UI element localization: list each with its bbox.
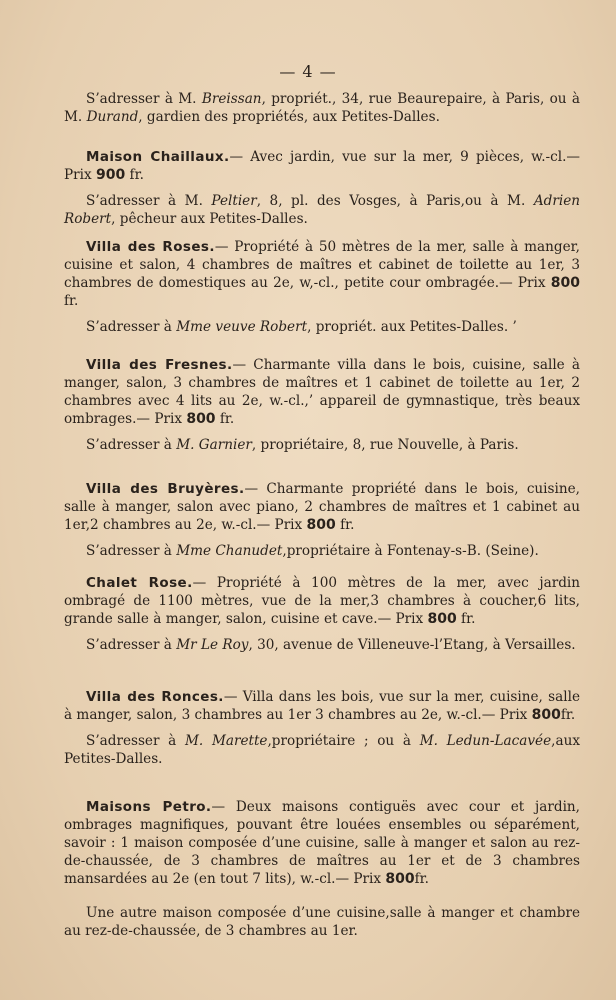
listing-contact: S’adresser à Mr Le Roy, 30, avenue de Villeneuve-l’Etang, à Versailles. [86, 637, 576, 653]
listing-chalet-rose [64, 574, 580, 654]
intro-contact-text: S’adresser à M. Breissan, propriét., 34, rue Beaurepaire, à Paris, ou à M. Durand, gardien des propriétés, aux Petites-Dalles. [64, 91, 580, 125]
page-number: — 4 — [279, 62, 337, 81]
listing-villa-des-ronces [64, 688, 580, 768]
listing-title: Villa des Roses. [86, 239, 215, 255]
listing-title: Chalet Rose. [86, 575, 193, 591]
listing-contact: S’adresser à M. Peltier, 8, pl. des Vosges, à Paris,ou à M. Adrien Robert, pêcheur aux Petites-Dalles. [64, 193, 580, 227]
owner-name: Breissan [201, 91, 262, 107]
listing-price: 800 [186, 411, 216, 427]
listing-description: Villa des Ronces.— Villa dans les bois, vue sur la mer, cuisine, salle à manger, salon, 3 chambres au 1er 3 chambres au 2e, w.-cl.— Prix 800fr. [64, 689, 580, 723]
listing-description: Villa des Fresnes.— Charmante villa dans le bois, cuisine, salle à manger, salon, 3 chambres de maîtres et 1 cabinet de toilette au 1er, 2 chambres avec 4 lits au 2e, w.-cl.,’ appareil de gymnastique, très beaux ombrages.— Prix 800 fr. [64, 357, 580, 427]
owner-name: Durand [86, 109, 139, 125]
listing-price: 900 [95, 167, 126, 183]
listing-villa-des-roses [64, 238, 580, 336]
listing-villa-des-bruyeres [64, 480, 580, 560]
listing-villa-des-fresnes [64, 356, 580, 454]
listing-price: 800 [531, 707, 561, 723]
listing-description: Chalet Rose.— Propriété à 100 mètres de la mer, avec jardin ombragé de 1100 mètres, vue de la mer,3 chambres à coucher,6 lits, grande salle à manger, salon, cuisine et cave.— Prix 800 fr. [64, 575, 581, 627]
listing-extra-description: Une autre maison composée d’une cuisine,salle à manger et chambre au rez-de-chaussée, de 3 chambres au 1er. [64, 905, 580, 939]
listing-title: Villa des Ronces. [86, 689, 224, 705]
listing-price: 800 [385, 871, 415, 887]
listing-description: Villa des Roses.— Propriété à 50 mètres de la mer, salle à manger, cuisine et salon, 4 chambres de maîtres et cabinet de toilette au 1er, 3 chambres de domestiques au 2e, w,-cl., petite cour ombragée.— Prix 800 fr. [64, 239, 580, 309]
listing-contact: S’adresser à Mme veuve Robert, propriét. aux Petites-Dalles. ’ [86, 319, 517, 335]
listing-title: Villa des Bruyères. [86, 481, 245, 497]
listing-description: Maison Chaillaux.— Avec jardin, vue sur la mer, 9 pièces, w.-cl.— Prix 900 fr. [64, 149, 580, 183]
listing-contact: S’adresser à M. Garnier, propriétaire, 8, rue Nouvelle, à Paris. [86, 437, 519, 453]
listing-maison-chaillaux [64, 148, 580, 228]
listing-contact: S’adresser à Mme Chanudet,propriétaire à Fontenay-s-B. (Seine). [86, 543, 539, 559]
listing-title: Maison Chaillaux. [86, 149, 230, 165]
intro-contact [64, 90, 580, 126]
listing-description: Villa des Bruyères.— Charmante propriété dans le bois, cuisine, salle à manger, salon avec piano, 2 chambres de maîtres et 1 cabinet au 1er,2 chambres au 2e, w.-cl.— Prix 800 fr. [64, 481, 580, 533]
listing-price: 800 [427, 611, 457, 627]
listing-title: Villa des Fresnes. [86, 357, 233, 373]
listing-maisons-petro [64, 798, 580, 940]
listing-price: 800 [306, 517, 336, 533]
listing-price: 800 [550, 275, 580, 291]
listing-description: Maisons Petro.— Deux maisons contiguës avec cour et jardin, ombrages magnifiques, pouvant être louées ensembles ou séparément, savoir : 1 maison composée d’une cuisine, salle à manger et salon au rez-de-chaussée, de 3 chambres de maîtres au 1er et de 3 chambres mansardées au 2e (en tout 7 lits), w.-cl.— Prix 800fr. [64, 799, 580, 887]
listing-title: Maisons Petro. [86, 799, 212, 815]
listing-contact: S’adresser à M. Marette,propriétaire ; ou à M. Ledun-Lacavée,aux Petites-Dalles. [64, 733, 580, 767]
